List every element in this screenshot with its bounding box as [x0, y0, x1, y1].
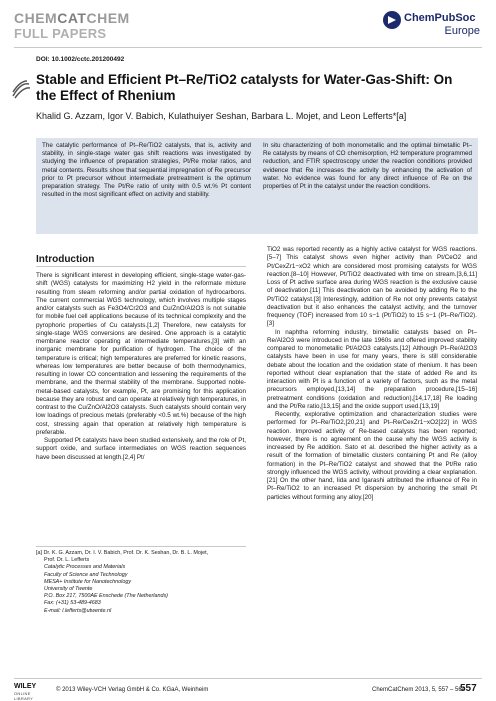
footnote-line: P.O. Box 217, 7500AE Enschede (The Netherlands)	[44, 593, 168, 600]
page-number: 557	[460, 683, 477, 694]
abstract	[36, 138, 478, 234]
header-divider	[14, 47, 482, 48]
wiley-logo-subtext: ONLINE LIBRARY	[14, 691, 34, 701]
paragraph: There is significant interest in developing efficient, single-stage water-gas-shift (WGS) catalysts for maximizing H2 yield in the reformate mixture resulting from steam reforming and/or partial oxidation of hydrocarbons. The current commercial WGS technology, which involves multiple stages and/or catalysts such as Fe3O4/Cr2O3 and Cu/ZnO/Al2O3 is not suitable for mobile fuel cell applications because of its technical complexity and the pyrophoric properties of Cu catalysts.[1,2] Therefore, new catalysts for single-stage WGS conversions are desired. One approach is a catalytic membrane reactor operating at intermediate temperatures,[3] with an inorganic membrane for purification of hydrogen. The choice of the temperature is critical; high temperatures are preferred for kinetic reasons, whereas low temperatures are better because of both thermodynamics, resulting in lower CO concentration and lessening the requirements of the membrane, and the thermal stability of the membrane. Supported noble-metal-based catalysts, for example, Pt, are promising for this application because they are robust and can operate at relatively high temperatures, in contrast to the Cu/ZnO/Al2O3 catalysts. Such catalysts should contain very low loadings of precious metals (preferably <0.5 wt.%) because of the high cost, stressing again that operation at relatively high temperature is preferable.	[36, 272, 246, 436]
body-right-column	[267, 246, 477, 502]
section-divider	[36, 266, 246, 267]
section-heading-introduction: Introduction	[36, 254, 95, 265]
wiley-logo[interactable]	[14, 683, 50, 701]
paragraph: In naphtha reforming industry, bimetallic catalysts based on Pt–Re/Al2O3 were introduced in the late 1960s and offered improved stability compared to monometallic Pt/Al2O3 catalysts.[12] Although Pt–Re/Al2O3 catalysts have been in use for many years, there is still considerable debate about the location and the oxidation state of rhenium. It has been reported without clear explanation that the state of added Re and its interaction with Pt is a function of a variety of factors, such as the metal precursors employed,[13,14] the preparation procedure,[15–16] pretreatment conditions (oxidation and reduction),[14,17,18] Re loading and the Pt/Re ratio,[13,15] and the oxide support used.[13,19]	[267, 328, 477, 410]
footnote-line: [a] Dr. K. G. Azzam, Dr. I. V. Babich, Prof. Dr. K. Seshan, Dr. B. L. Mojet,	[36, 550, 209, 556]
publisher-logo	[382, 10, 482, 46]
footnote-line: Faculty of Science and Technology	[44, 571, 128, 578]
body-left-column	[36, 272, 246, 462]
author-list: Khalid G. Azzam, Igor V. Babich, Kulathuiyer Seshan, Barbara L. Mojet, and Leon Lefferts*[a]	[36, 111, 407, 121]
footnote-line: Prof. Dr. L. Lefferts	[44, 557, 90, 564]
copyright-notice: © 2013 Wiley-VCH Verlag GmbH & Co. KGaA, Weinheim	[56, 687, 209, 693]
footer-divider	[14, 678, 482, 679]
abstract-left-column: The catalytic performance of Pt–Re/TiO2 catalysts, that is, activity and stability, in single-stage water gas shift reactions was investigated by studying the influence of preparation strategies, Pt/Re molar ratios, and metal contents. Results show that sequential impregnation of Re precursor prior to Pt precursor without intermediate pretreatment is the optimum preparation strategy. The Pt/Re ratio of unity with 0.5 wt.% Pt content resulted in the most significant effect on activity and stability.	[42, 142, 251, 199]
footnote-line: Fax: (+31) 53-489-4683	[44, 600, 101, 607]
footnote-email[interactable]: E-mail: l.lefferts@utwente.nl	[44, 607, 112, 614]
footnote-line: Catalytic Processes and Materials	[44, 564, 126, 571]
chempubsoc-logo-icon	[382, 10, 402, 30]
section-label: FULL PAPERS	[14, 26, 107, 41]
paragraph: TiO2 was reported recently as a highly active catalyst for WGS reactions.[5–7] This catalyst shows even higher activity than Pt/CeO2 and Pt/CexZr1−xO2 which are considered most promising catalysts for WGS reaction.[8–10] However, Pt/TiO2 deactivated with time on stream.[3,6,11] Loss of Pt active surface area during WGS reaction is the exclusive cause of deactivation.[11] This deactivation can be avoided by adding Re to the Pt/TiO2 catalyst.[3] Interestingly, addition of Re not only prevents catalyst deactivation but it also enhances the catalyst activity, and the turnover frequency (TOF) increased from 10 s−1 (Pt/TiO2) to 15 s−1 (Pt–Re/TiO2).[3]	[267, 246, 477, 328]
publisher-name: ChemPubSoc	[404, 12, 476, 24]
publisher-region: Europe	[444, 25, 480, 37]
journal-name: CHEMCATCHEM	[14, 10, 130, 26]
paragraph: Recently, explorative optimization and characterization studies were performed for Pt–Re/TiO2,[20,21] and Pt–Re/CexZr1−xO2[22] in WGS reaction. Improved activity of Re-based catalysts has been reported; however, there is no agreement on the cause why the WGS activity is increased by Re addition. Sato et al. described the higher activity as a result of the formation of bimetallic clusters containing Pt and Re (alloy formation) in the Pt–Re/TiO2 catalyst and showed that the Pt/Re ratio strongly influenced the WGS activity, without providing a clear explanation.[21] On the other hand, Iida and Igarashi attributed the influence of Re in Pt–Re/TiO2 to an increased Pt dispersion by anchoring the small Pt particles without forming any alloy.[20]	[267, 411, 477, 501]
doi[interactable]: DOI: 10.1002/cctc.201200492	[36, 56, 125, 63]
article-title: Stable and Efficient Pt–Re/TiO2 catalysts for Water-Gas-Shift: On the Effect of Rhenium	[36, 72, 453, 103]
footnote-line: University of Twente	[44, 586, 93, 593]
journal-header	[14, 6, 482, 50]
wiley-logo-text: WILEY	[14, 683, 37, 690]
abstract-right-column: In situ characterizing of both monometallic and the optimal bimetallic Pt–Re catalysts by means of CO chemisorption, H2 temperature programmed reduction, and FTIR spectroscopy under the reaction conditions provided evidence that Re increases the activity by enhancing the activation of water. No evidence was found for any direct influence of Re on the properties of Pt in the catalyst under the reaction conditions.	[263, 142, 472, 191]
footnote-line: MESA+ Institute for Nanotechnology	[44, 578, 132, 585]
paragraph: Supported Pt catalysts have been studied extensively, and the role of Pt, support oxide, and surface intermediates on WGS reaction sequences have been discussed at length.[2,4] Pt/	[36, 437, 246, 461]
affiliation-footnote	[36, 550, 246, 615]
footnote-divider	[36, 546, 246, 547]
article-type-icon	[10, 78, 32, 100]
journal-citation: ChemCatChem 2013, 5, 557 – 564	[372, 687, 466, 693]
